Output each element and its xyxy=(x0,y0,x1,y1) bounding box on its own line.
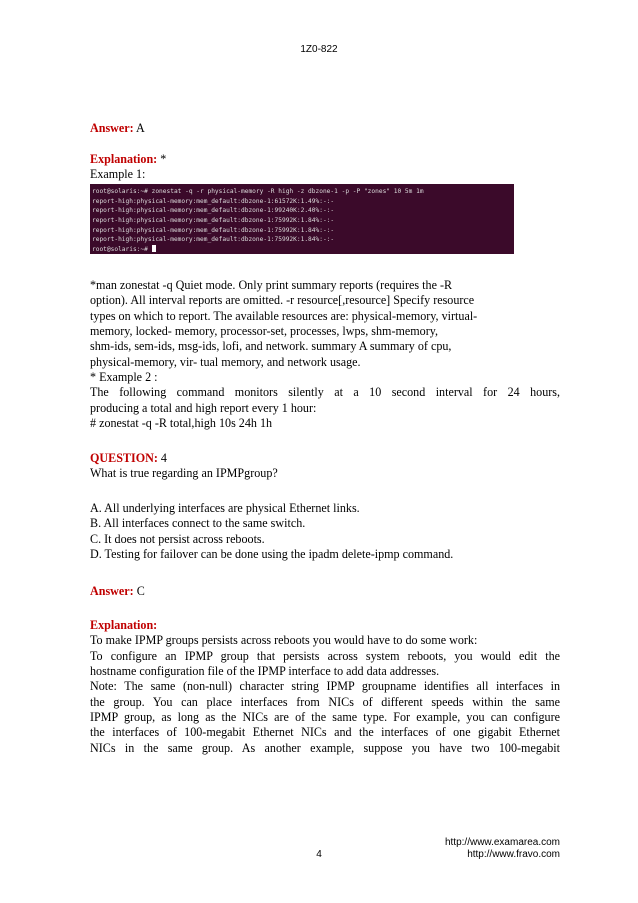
page-header xyxy=(0,44,638,55)
answer-value: C xyxy=(133,583,145,598)
option-d: D. Testing for failover can be done using the ipadm delete-ipmp command. xyxy=(90,546,454,561)
terminal-prompt: root@solaris:~# xyxy=(92,245,152,253)
explanation-line: Note: The same (non-null) character string IPMP groupname identifies all interfaces in xyxy=(90,679,560,694)
terminal-line: report-high:physical-memory:mem_default:dbzone-1:99240K:2.40%:-:- xyxy=(92,207,335,215)
question-number: 4 xyxy=(157,451,167,466)
terminal-screenshot xyxy=(90,184,514,254)
terminal-line: report-high:physical-memory:mem_default:dbzone-1:75992K:1.84%:-:- xyxy=(92,216,335,224)
question-heading xyxy=(90,451,560,466)
footer-url-examarea[interactable]: http://www.examarea.com xyxy=(444,837,560,848)
explanation-line: To make IPMP groups persists across reboots you would have to do some work: xyxy=(90,633,478,648)
explanation-line: To configure an IPMP group that persists across system reboots, you would edit the xyxy=(90,648,560,663)
header-title: 1Z0-822 xyxy=(300,44,338,55)
explanation-line: the interfaces of 100-megabit Ethernet NICs and the interfaces of one gigabit Ethernet xyxy=(90,725,560,740)
explanation-label: Explanation: xyxy=(90,151,158,166)
footer-url-fravo[interactable]: http://www.fravo.com xyxy=(467,849,560,860)
explanation-label: Explanation: xyxy=(90,618,158,633)
terminal-line: report-high:physical-memory:mem_default:dbzone-1:75992K:1.84%:-:- xyxy=(92,226,335,234)
page-number: 4 xyxy=(316,849,322,860)
terminal-line: report-high:physical-memory:mem_default:dbzone-1:75992K:1.84%:-:- xyxy=(92,236,335,244)
terminal-cursor xyxy=(152,245,156,252)
explanation-1-heading xyxy=(90,152,560,167)
explanation-line: IPMP group, as long as the NICs are of the same type. For example, you can configure xyxy=(90,709,560,724)
page-content xyxy=(90,121,560,756)
explanation-line: memory, locked- memory, processor-set, processes, lwps, shm-memory, xyxy=(90,324,439,339)
example-1-label: Example 1: xyxy=(90,166,146,181)
answer-label: Answer: xyxy=(90,121,134,135)
answer-value: A xyxy=(133,121,145,135)
answer-1 xyxy=(90,121,560,136)
terminal-line: root@solaris:~# zonestat -q -r physical-memory -R high -z dbzone-1 -p -P "zones" 10 5m 1m xyxy=(92,188,424,196)
explanation-line: physical-memory, vir- tual memory, and network usage. xyxy=(90,354,361,369)
explanation-value: * xyxy=(157,151,167,166)
explanation-line: the group. You can place interfaces from NICs of different speeds within the same xyxy=(90,694,560,709)
answer-2 xyxy=(90,584,560,599)
explanation-line: types on which to report. The available resources are: physical-memory, virtual- xyxy=(90,308,478,323)
explanation-line: producing a total and high report every 1 hour: xyxy=(90,400,317,415)
explanation-line: shm-ids, sem-ids, msg-ids, lofi, and network. summary A summary of cpu, xyxy=(90,339,452,354)
explanation-line: # zonestat -q -R total,high 10s 24h 1h xyxy=(90,415,273,430)
question-text: What is true regarding an IPMPgroup? xyxy=(90,466,278,481)
explanation-line: NICs in the same group. As another example, suppose you have two 100-megabit xyxy=(90,740,560,755)
explanation-line: *man zonestat -q Quiet mode. Only print summary reports (requires the -R xyxy=(90,278,453,293)
explanation-2-heading xyxy=(90,618,560,633)
terminal-line: report-high:physical-memory:mem_default:dbzone-1:61572K:1.49%:-:- xyxy=(92,197,335,205)
option-b: B. All interfaces connect to the same switch. xyxy=(90,516,306,531)
option-c: C. It does not persist across reboots. xyxy=(90,531,265,546)
explanation-line: The following command monitors silently at a 10 second interval for 24 hours, xyxy=(90,385,560,400)
option-a: A. All underlying interfaces are physical Ethernet links. xyxy=(90,501,360,516)
explanation-line: option). All interval reports are omitted. -r resource[,resource] Specify resource xyxy=(90,293,475,308)
explanation-line: * Example 2 : xyxy=(90,369,158,384)
question-label: QUESTION: xyxy=(90,451,158,466)
terminal-prompt-line xyxy=(92,245,514,255)
explanation-line: hostname configuration file of the IPMP interface to add data addresses. xyxy=(90,664,440,679)
answer-label: Answer: xyxy=(90,583,134,598)
